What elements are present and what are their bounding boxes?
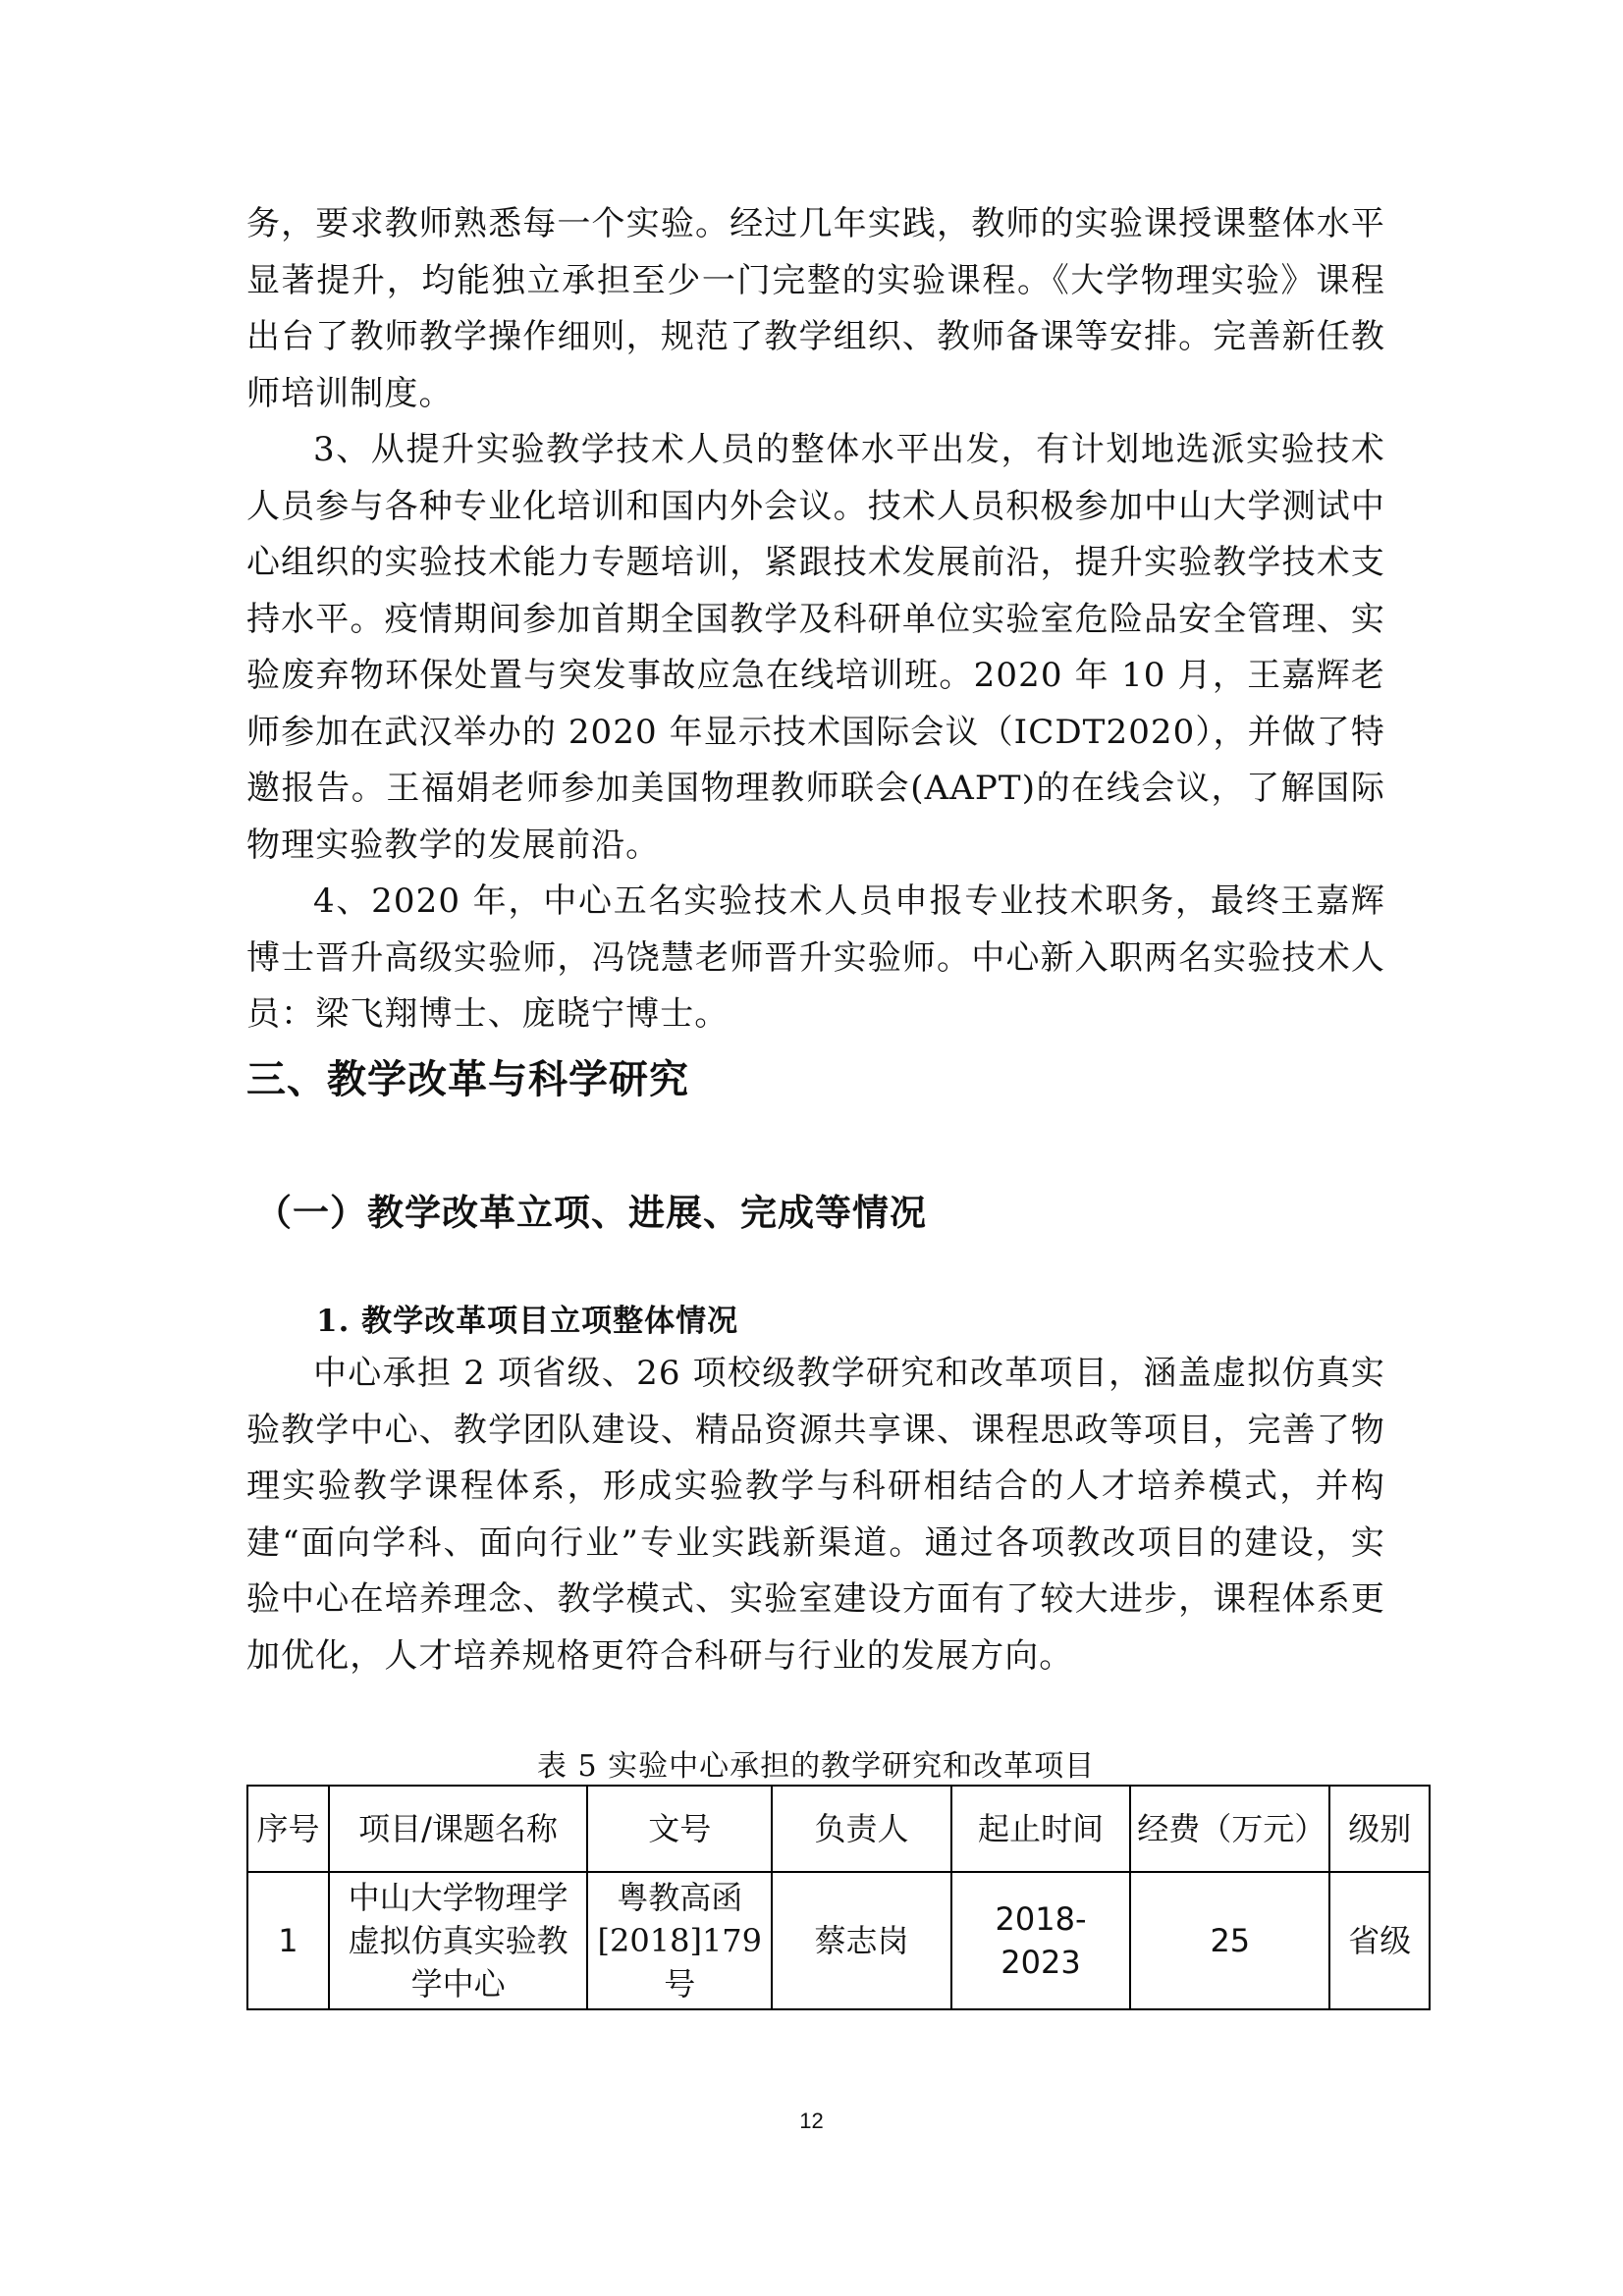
table-cell: 1 [247,1872,329,2009]
subsection-title: （一）教学改革立项、进展、完成等情况 [255,1192,927,1234]
projects-table [246,1785,1431,2010]
page-number: 12 [799,2109,824,2133]
paragraph: 3、从提升实验教学技术人员的整体水平出发，有计划地选派实验技术人员参与各种专业化培训和国内外会议。技术人员积极参加中山大学测试中心组织的实验技术能力专题培训，紧跟技术发展前沿，提升实验教学技术支持水平。疫情期间参加首期全国教学及科研单位实验室危险品安全管理、实验废弃物环保处置与突发事故应急在线培训班。2020 年 10 月，王嘉辉老师参加在武汉举办的 2020 年显示技术国际会议（ICDT2020），并做了特邀报告。王福娟老师参加美国物理教师联会(AAPT)的在线会议，了解国际物理实验教学的发展前沿。 [246,430,1385,865]
paragraph: 中心承担 2 项省级、26 项校级教学研究和改革项目，涵盖虚拟仿真实验教学中心、教学团队建设、精品资源共享课、课程思政等项目，完善了物理实验教学课程体系，形成实验教学与科研相结合的人才培养模式，并构建“面向学科、面向行业”专业实践新渠道。通过各项教改项目的建设，实验中心在培养理念、教学模式、实验室建设方面有了较大进步，课程体系更加优化，人才培养规格更符合科研与行业的发展方向。 [246,1354,1385,1676]
table-header-row [247,1786,1430,1872]
table-cell: 粤教高函[2018]179 号 [587,1872,772,2009]
subsubsection-title: 1. 教学改革项目立项整体情况 [316,1304,739,1339]
header-cell: 起止时间 [951,1786,1130,1872]
table-row [247,1872,1430,2009]
table-cell: 中山大学物理学虚拟仿真实验教学中心 [329,1872,587,2009]
section-title: 三、教学改革与科学研究 [246,1057,689,1102]
top-paragraphs [246,196,1385,1043]
table-cell: 25 [1130,1872,1329,2009]
paragraph: 务，要求教师熟悉每一个实验。经过几年实践，教师的实验课授课整体水平显著提升，均能独立承担至少一门完整的实验课程。《大学物理实验》课程出台了教师教学操作细则，规范了教学组织、教师备课等安排。完善新任教师培训制度。 [246,204,1385,413]
header-cell: 级别 [1329,1786,1430,1872]
header-cell: 序号 [247,1786,329,1872]
header-cell: 项目/课题名称 [329,1786,587,1872]
table-cell: 省级 [1329,1872,1430,2009]
table-cell: 蔡志岗 [772,1872,950,2009]
header-cell: 负责人 [772,1786,950,1872]
header-cell: 文号 [587,1786,772,1872]
header-cell: 经费（万元） [1130,1786,1329,1872]
table-caption: 表 5 实验中心承担的教学研究和改革项目 [536,1749,1096,1784]
reform-paragraph-block [246,1346,1385,1684]
paragraph: 4、2020 年，中心五名实验技术人员申报专业技术职务，最终王嘉辉博士晋升高级实验师，冯饶慧老师晋升实验师。中心新入职两名实验技术人员：梁飞翔博士、庞晓宁博士。 [246,881,1385,1034]
table-cell: 2018-2023 [951,1872,1130,2009]
